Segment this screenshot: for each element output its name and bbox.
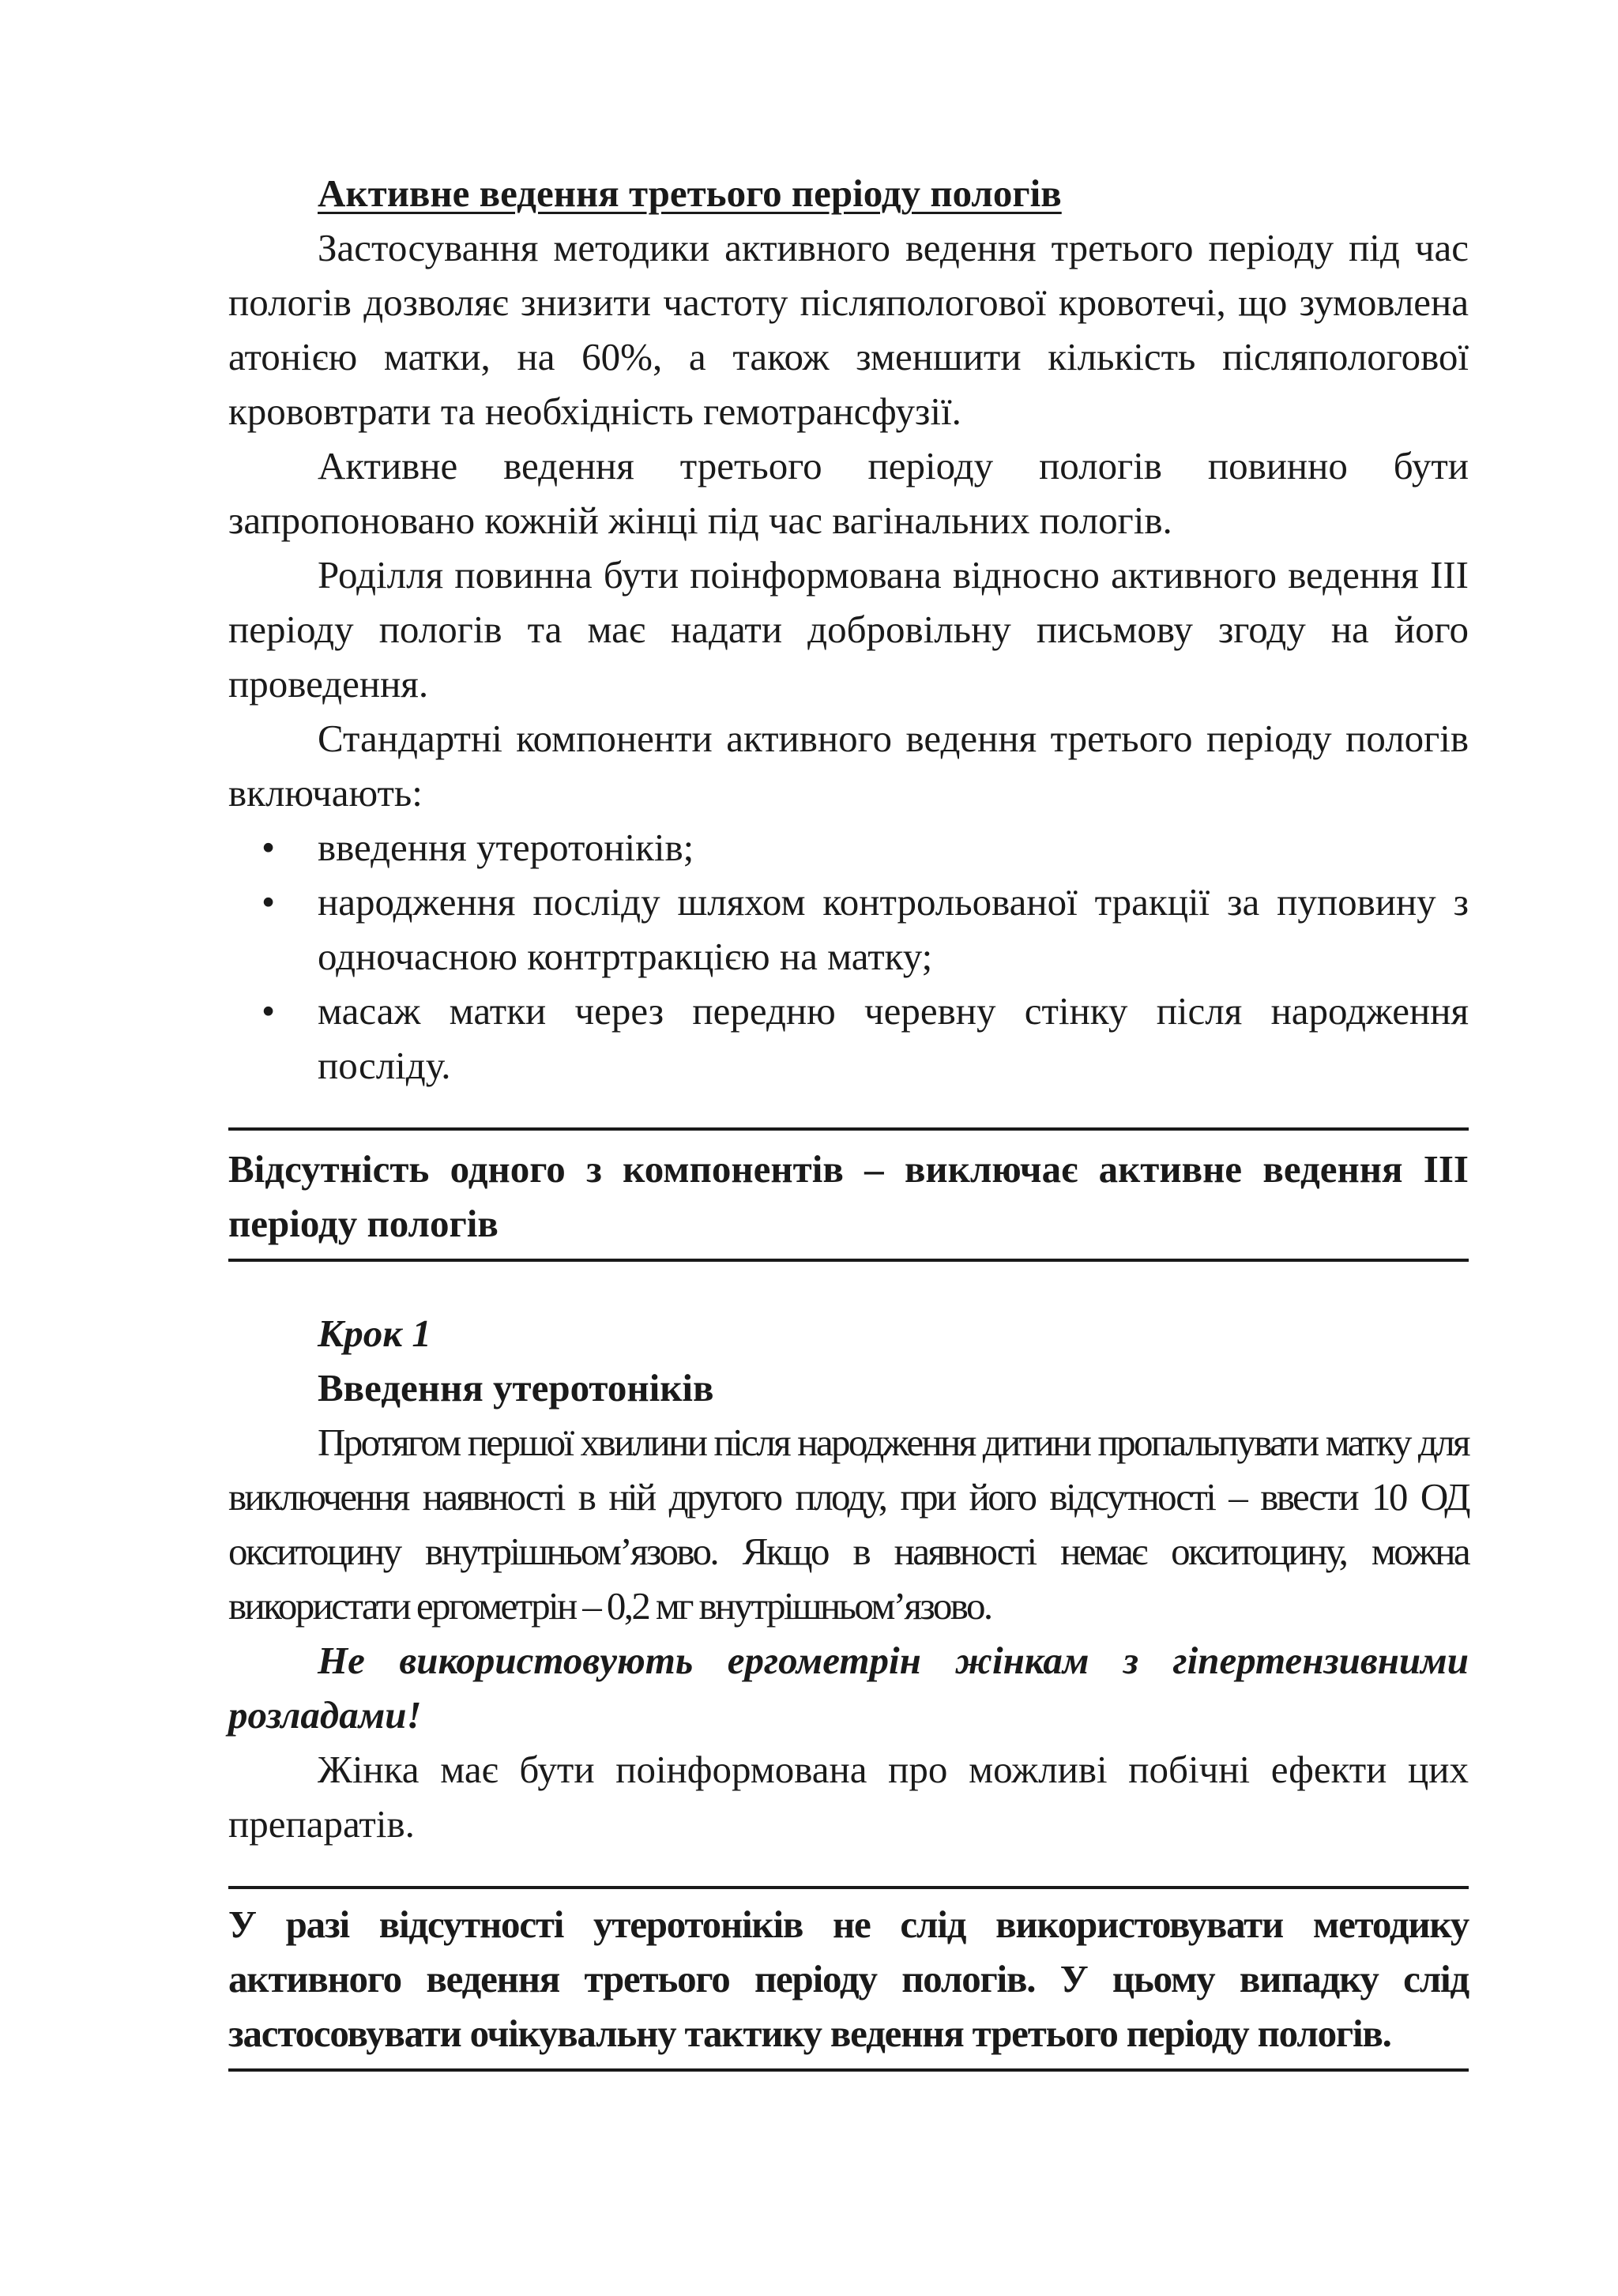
bullet-icon: • bbox=[262, 826, 276, 869]
list-item bbox=[228, 820, 1469, 875]
components-list bbox=[228, 820, 1469, 1093]
paragraph-1: Застосування методики активного ведення третього періоду під час пологів дозволяє знизити частоту післяпологової кровотечі, що зумовлена атонією матки, на 60%, а також зменшити кількість післяпологової крововтрати та необхідність гемотрансфузії. bbox=[228, 226, 1469, 433]
notice-box-components bbox=[228, 1127, 1469, 1262]
section-heading: Активне ведення третього періоду пологів bbox=[318, 171, 1062, 215]
warning-text: Не використовують ергометрін жінкам з гіпертензивними розладами! bbox=[228, 1639, 1469, 1737]
paragraph-2: Активне ведення третього періоду пологів повинно бути запропоновано кожній жінці під час вагінальних пологів. bbox=[228, 444, 1469, 542]
step-paragraph-1: Протягом першої хвилини після народження дитини пропальпувати матку для виключення наявності в ній другого плоду, при його відсутності – ввести 10 ОД окситоцину внутрішньом’язово. Якщо в наявності немає окситоцину, можна використати ергометрін – 0,2 мг внутрішньом’язово. bbox=[228, 1421, 1469, 1628]
bullet-icon: • bbox=[262, 880, 276, 924]
bullet-icon: • bbox=[262, 989, 276, 1033]
notice-text: Відсутність одного з компонентів – виключає активне ведення III періоду пологів bbox=[228, 1147, 1469, 1245]
list-item-text: народження посліду шляхом контрольованої тракції за пуповину з одночасною контртракцією на матку; bbox=[318, 880, 1469, 978]
step-paragraph-2: Жінка має бути поінформована про можливі побічні ефекти цих препаратів. bbox=[228, 1748, 1469, 1846]
paragraph-4: Стандартні компоненти активного ведення третього періоду пологів включають: bbox=[228, 717, 1469, 815]
notice-text: У разі відсутності утеротоніків не слід використовувати методику активного ведення третього періоду пологів. У цьому випадку слід застосовувати очікувальну тактику ведення третього періоду пологів. bbox=[228, 1903, 1469, 2055]
document-page bbox=[228, 166, 1469, 2072]
paragraph-3: Роділля повинна бути поінформована відносно активного ведення III періоду пологів та має надати добровільну письмову згоду на його проведення. bbox=[228, 553, 1469, 706]
list-item-text: введення утеротоніків; bbox=[318, 826, 694, 869]
step-title: Введення утеротоніків bbox=[318, 1366, 714, 1410]
list-item-text: масаж матки через передню черевну стінку після народження посліду. bbox=[318, 989, 1469, 1087]
notice-box-uterotonics bbox=[228, 1886, 1469, 2072]
step-label: Крок 1 bbox=[318, 1312, 431, 1355]
list-item bbox=[228, 875, 1469, 984]
list-item bbox=[228, 984, 1469, 1093]
